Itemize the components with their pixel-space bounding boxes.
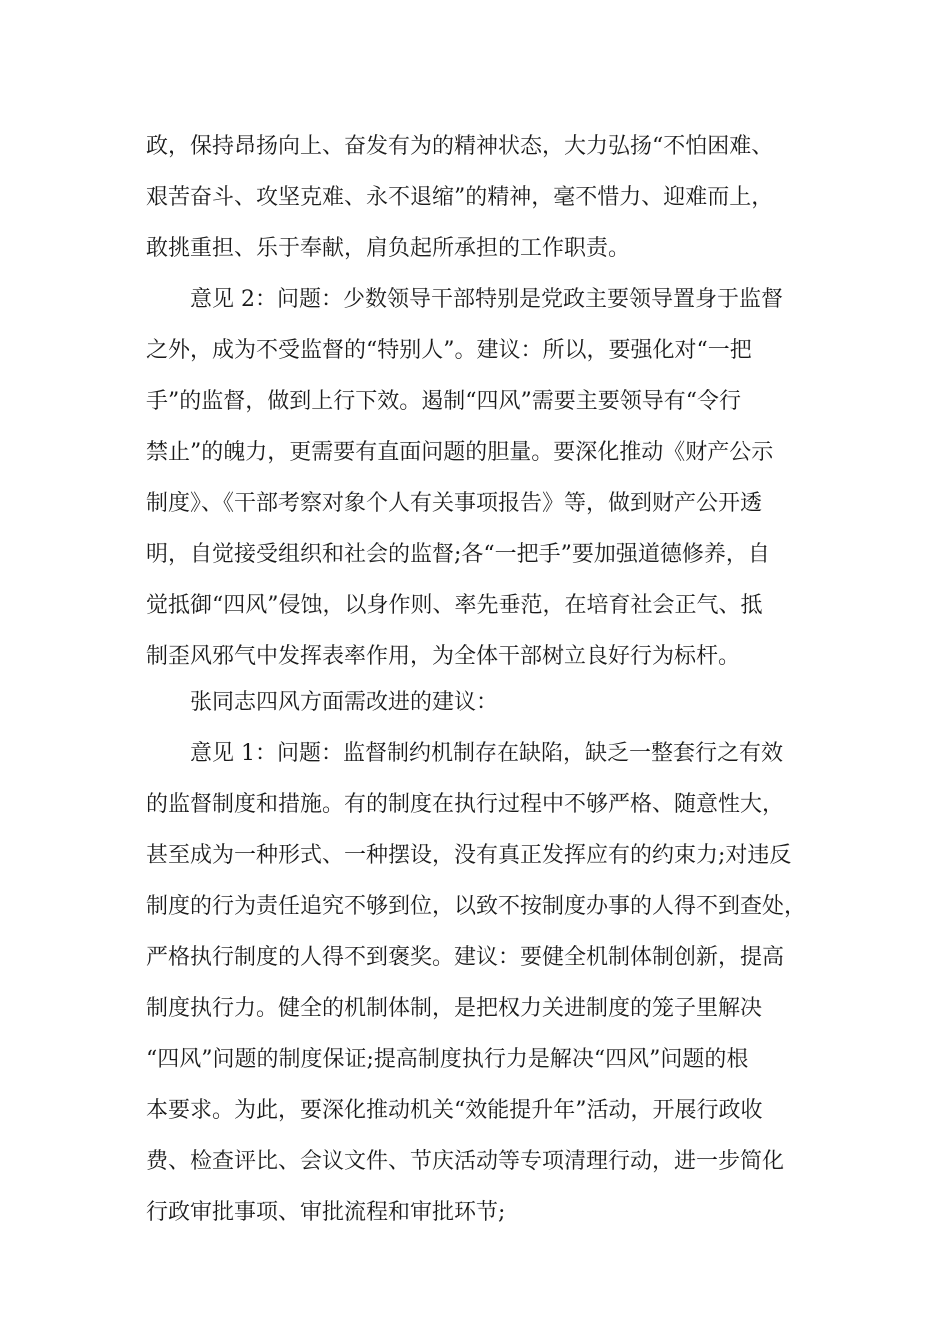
text-line: 制度的行为责任追究不够到位，以致不按制度办事的人得不到查处， <box>146 894 807 919</box>
text-line: 手”的监督，做到上行下效。遏制“四风”需要主要领导有“令行 <box>146 389 741 414</box>
text-line: 甚至成为一种形式、一种摆设，没有真正发挥应有的约束力;对违反 <box>146 843 792 868</box>
text-line: 觉抵御“四风”侵蚀，以身作则、率先垂范，在培育社会正气、抵 <box>146 593 763 618</box>
text-line: 禁止”的魄力，更需要有直面问题的胆量。要深化推动《财产公示 <box>146 440 774 465</box>
text-line: 艰苦奋斗、攻坚克难、永不退缩”的精神，毫不惜力、迎难而上， <box>146 185 774 210</box>
paragraph-start-line: 意见 1：问题：监督制约机制存在缺陷，缺乏一整套行之有效 <box>190 741 783 766</box>
text-line: 明，自觉接受组织和社会的监督;各“一把手”要加强道德修养，自 <box>146 542 770 567</box>
text-line: 费、检查评比、会议文件、节庆活动等专项清理行动，进一步简化 <box>146 1149 785 1174</box>
text-line: 政，保持昂扬向上、奋发有为的精神状态，大力弘扬“不怕困难、 <box>146 134 774 159</box>
text-line: 制度执行力。健全的机制体制，是把权力关进制度的笼子里解决 <box>146 996 763 1021</box>
paragraph-start-line: 意见 2：问题：少数领导干部特别是党政主要领导置身于监督 <box>190 287 783 312</box>
text-line: 敢挑重担、乐于奉献，肩负起所承担的工作职责。 <box>146 236 631 261</box>
text-line: 制度》、《干部考察对象个人有关事项报告》等，做到财产公开透 <box>146 491 763 516</box>
text-line: 行政审批事项、审批流程和审批环节; <box>146 1200 506 1225</box>
section-heading: 张同志四风方面需改进的建议： <box>190 690 499 715</box>
text-line: 的监督制度和措施。有的制度在执行过程中不够严格、随意性大， <box>146 792 785 817</box>
text-line: “四风”问题的制度保证;提高制度执行力是解决“四风”问题的根 <box>146 1047 749 1072</box>
text-line: 本要求。为此，要深化推动机关“效能提升年”活动，开展行政收 <box>146 1098 763 1123</box>
text-line: 制歪风邪气中发挥表率作用，为全体干部树立良好行为标杆。 <box>146 644 741 669</box>
text-line: 之外，成为不受监督的“特别人”。建议：所以，要强化对“一把 <box>146 338 752 363</box>
text-line: 严格执行制度的人得不到褒奖。建议：要健全机制体制创新，提高 <box>146 945 785 970</box>
